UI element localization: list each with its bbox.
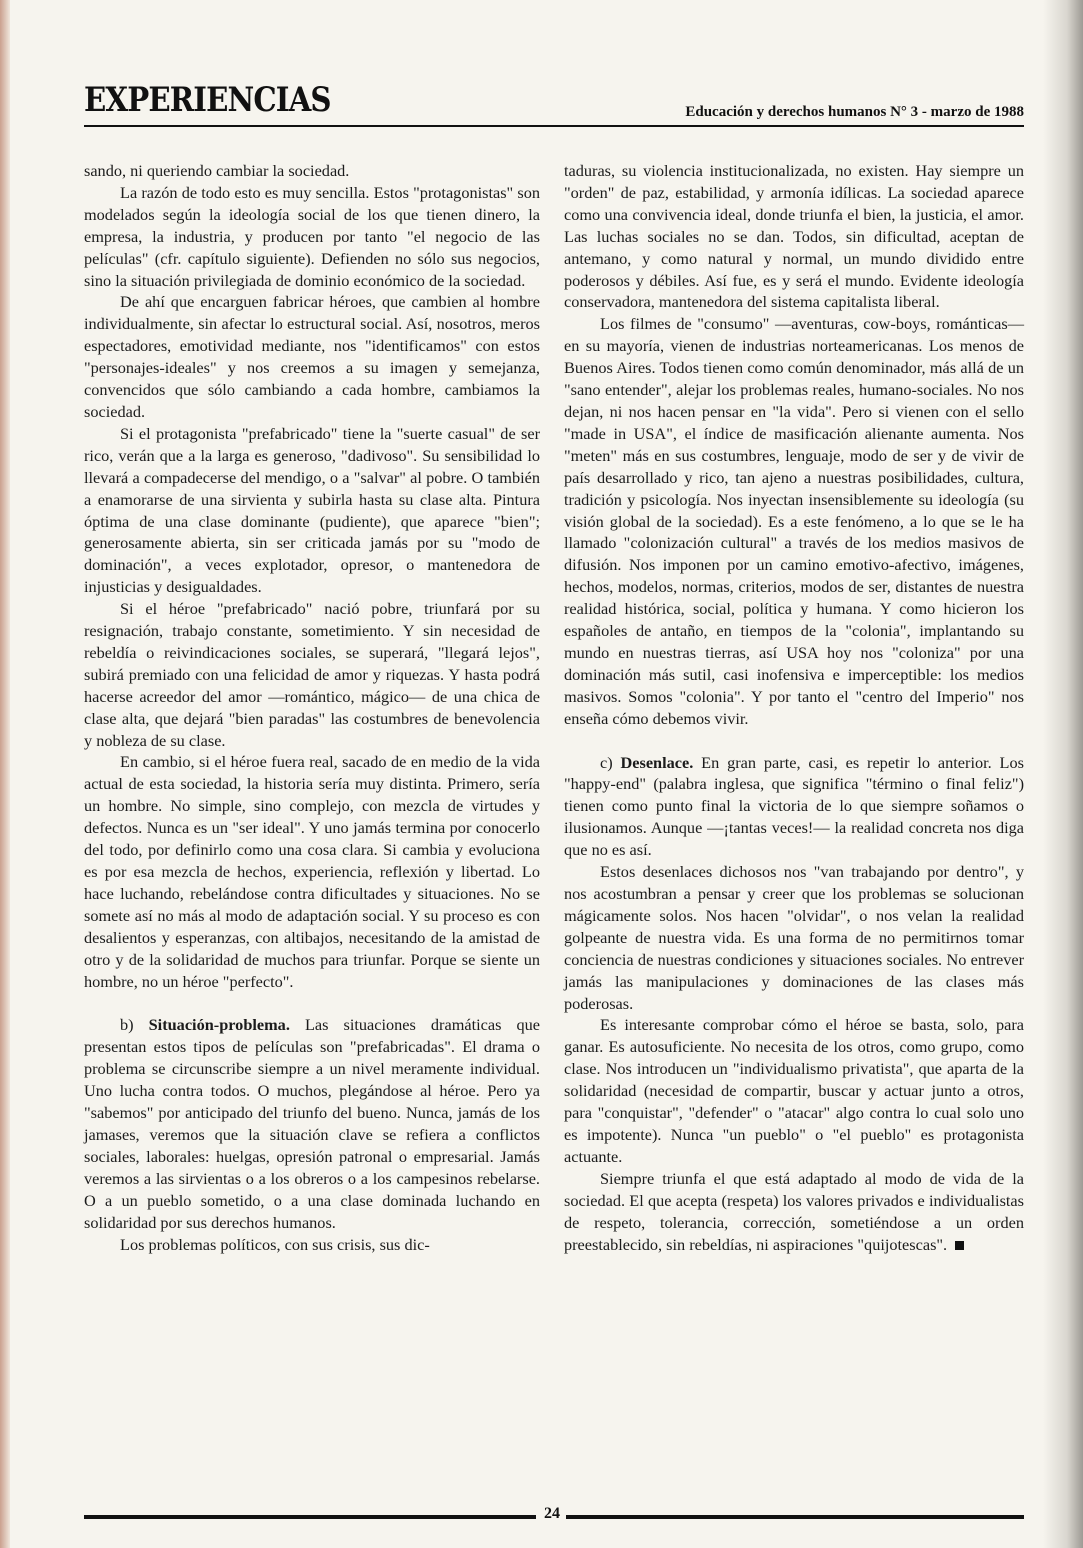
paragraph: Si el héroe "prefabricado" nació pobre, triunfará por su resignación, trabajo constante, sometimiento. Y sin necesidad de rebeldía o reivindicaciones sociales, se superará, "llegará lejos", subirá premiado con una felicidad de amor y riquezas. Y hasta podrá hacerse acreedor del amor —romántico, mágico— de una chica de clase alta, que dejará "bien paradas" las costumbres de benevolencia y nobleza de su clase. [84,599,540,750]
page-edge-right [1043,0,1083,1548]
left-column [84,160,540,1255]
paragraph: Los problemas políticos, con sus crisis, sus dic- [120,1234,430,1254]
end-of-article-mark [955,1241,964,1250]
page-number: 24 [544,1505,560,1522]
paragraph: sando, ni queriendo cambiar la sociedad. [84,161,350,180]
paragraph: Si el protagonista "prefabricado" tiene la "suerte casual" de ser rico, verán que a la larga es generoso, "dadivoso". Su sensibilidad lo llevará a compadecerse del mendigo, o a "salvar" al pobre. O también a enamorarse de una sirvienta y subirla hasta su clase alta. Pintura óptima de una clase dominante (pudiente), que aparece "bien"; generosamente abierta, sin ser criticada jamás por su "modo de dominación", a veces explotador, opresor, o mantenedora de injusticias y desigualdades. [84,423,540,597]
paragraph [564,1168,1024,1256]
closing-text: Siempre triunfa el que está adaptado al modo de vida de la sociedad. El que acepta (respeta) los valores privados e individualistas de respeto, tolerancia, corrección, sometiéndose a un orden preestablecido, sin rebeldías, ni aspiraciones "quijotescas". [564,1168,1024,1254]
paragraph: Los filmes de "consumo" —aventuras, cow-boys, románticas— en su mayoría, vienen de industrias norteamericanas. Los menos de Buenos Aires. Todos tienen como común denominador, más allá de un "sano entender", alejar los problemas reales, humano-sociales. No nos dejan, ni nos hacen pensar en "la vida". Pero si vienen con el sello "made in USA", el índice de masificación alienante aumenta. Nos "meten" más en sus costumbres, lenguaje, modo de ser y de vivir de país desarrollado y rico, tan ajeno a nuestras posibilidades, cultura, tradición y psicología. Nos inyectan insensiblemente su ideología (su visión global de la sociedad). Es a este fenómeno, a lo que se le ha llamado "colonización cultural" a través de los medios masivos de difusión. Nos imponen por un camino emotivo-afectivo, imágenes, hechos, modelos, normas, criterios, modos de ser, distantes de nuestra realidad histórica, social, política y humana. Y como hicieron los españoles de antaño, en tiempos de la "colonia", implantando su mundo en nuestras tierras, así USA hoy nos "coloniza" por una dominación más sutil, casi inofensiva e imperceptible: los medios masivos. Somos "colonia". Y por tanto el "centro del Imperio" nos enseña cómo debemos vivir. [564,314,1024,728]
page-header [84,80,1024,130]
footer-rule-right [566,1515,1024,1519]
section-b-paragraph [84,1014,540,1233]
paragraph: En cambio, si el héroe fuera real, sacado de en medio de la vida actual de esta sociedad, la historia sería muy distinta. Primero, sería un hombre. No simple, sino complejo, con mezcla de virtudes y defectos. Nunca es un "ser ideal". Y uno jamás termina por conocerlo del todo, por definirlo como una cosa clara. Si cambia y evoluciona es por esa mezcla de hechos, experiencia, reflexión y libertad. Lo hace luchando, rebelándose contra dificultades y situaciones. No se somete así no más al modo de adaptación social. Y su proceso es con desalientos y esperanzas, con altibajos, necesitando de la amistad de otro y de la solidaridad de muchos para triunfar. Porque se siente un hombre, no un héroe "perfecto". [84,752,540,991]
right-column [564,160,1024,1255]
paragraph: La razón de todo esto es muy sencilla. Estos "protagonistas" son modelados según la ideología social de los que tienen dinero, la empresa, la industria, y producen por tanto "el negocio de las películas" (cfr. capítulo siguiente). Defienden no sólo sus negocios, sino la situación privilegiada de dominio económico de la sociedad. [84,182,540,290]
section-c-paragraph [564,752,1024,862]
paragraph: Estos desenlaces dichosos nos "van trabajando por dentro", y nos acostumbran a pensar y creer que los problemas se solucionan mágicamente solos. Nos hacen "olvidar", o nos velan la realidad golpeante de nuestra vida. Es una forma de no permitirnos tomar conciencia de nuestras condiciones y situaciones sociales. No entrever jamás las manipulaciones y dominaciones de las clases más poderosas. [564,862,1024,1013]
section-c-text: En gran parte, casi, es repetir lo anterior. Los "happy-end" (palabra inglesa, que significa "término o final feliz") tienen como punto final la victoria de lo que siempre soñamos o ilusionamos. Aunque —¡tantas veces!— la realidad concreta nos diga que no es así. [564,752,1024,860]
section-b-marker: b) [120,1015,134,1035]
page-edge-left [0,0,10,1548]
section-b-text: Las situaciones dramáticas que presentan estos tipos de películas son "prefabricadas". El drama o problema se circunscribe siempre a un nivel meramente individual. Uno lucha contra todos. O muchos, plegándose al héroe. Pero ya "sabemos" por anticipado del triunfo del bueno. Nunca, jamás de los jamases, veremos que la situación clave se refiera a conflictos sociales, laborales: huelgas, opresión patronal o empresarial. Jamás veremos a las sirvientas o a los obreros o a los campesinos rebelarse. O a un pueblo sometido, o a una clase dominada luchando en solidaridad por sus derechos humanos. [84,1015,540,1232]
paragraph: Es interesante comprobar cómo el héroe se basta, solo, para ganar. Es autosuficiente. No necesita de los otros, como grupo, como clase. Nos introducen un "individualismo privatista", que aparta de la solidaridad (necesidad de compartir, buscar y actuar junto a otros, para "conquistar", "defender" o "atacar" algo contra lo cual solo uno es impotente). Nunca "un pueblo" o "el pueblo" es protagonista actuante. [564,1015,1024,1166]
issue-info: Educación y derechos humanos N° 3 - marzo de 1988 [685,104,1024,120]
paragraph: De ahí que encarguen fabricar héroes, que cambien al hombre individualmente, sin afectar lo estructural social. Así, nosotros, meros espectadores, emotividad mediante, nos "identificamos" con estos "personajes-ideales" y nos creemos a su imagen y semejanza, convencidos que sólo cambiando a cada hombre, cambiamos la sociedad. [84,292,540,421]
header-rule [84,125,1024,127]
paragraph: taduras, su violencia institucionalizada, no existen. Hay siempre un "orden" de paz, estabilidad, y armonía idílicas. La sociedad aparece como una convivencia ideal, donde triunfa el bien, la justicia, el amor. Las luchas sociales no se dan. Todos, sin dificultad, aceptan de antemano, y como natural y normal, un mundo dividido entre poderosos y débiles. Así fue, es y será el mundo. Evidente ideología conservadora, mantenedora del sistema capitalista liberal. [564,161,1024,312]
section-c-heading: Desenlace. [620,752,694,772]
section-b-heading: Situación-problema. [148,1015,290,1035]
footer-rule-left [84,1515,536,1519]
magazine-logo: EXPERIENCIAS [84,80,331,120]
section-c-marker: c) [600,752,613,772]
